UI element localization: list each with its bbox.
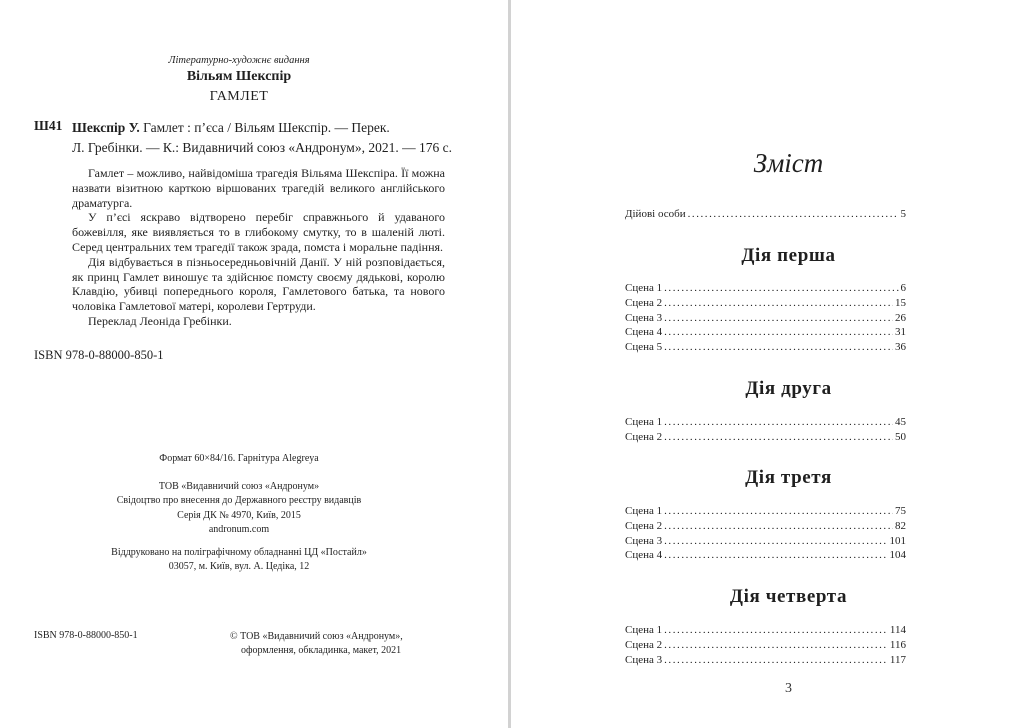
toc-entry[interactable] <box>625 340 906 355</box>
toc-entry-label: Сцена 1 <box>625 624 663 636</box>
toc-entry[interactable] <box>625 504 906 519</box>
biblio-line-2: Л. Гребінки. — К.: Видавничий союз «Андронум», 2021. — 176 с. <box>72 140 452 155</box>
toc-entry-label: Сцена 3 <box>625 534 663 547</box>
dot-leader <box>664 504 893 519</box>
dot-leader <box>664 311 893 326</box>
bibliographic-record <box>72 118 452 158</box>
act-heading: Дія третя <box>745 467 832 488</box>
biblio-author: Шекспір У. <box>72 120 140 135</box>
dot-leader <box>664 415 893 430</box>
toc-entry-page: 114 <box>889 624 906 636</box>
annotation-paragraph: Дія відбувається в пізньосередньовічній Данії. У ній розповідається, як принц Гамлет виношує та здійснює помсту своєму дядькові, королю Клавдію, убивці попереднього короля, Гамлетового батька, та нового чоловіка Гамлетової матері, королеви Гертруди. <box>72 254 445 314</box>
dot-leader <box>664 548 887 563</box>
dot-leader <box>664 534 887 549</box>
toc-entry-page: 104 <box>889 549 906 562</box>
toc-entry[interactable] <box>625 207 906 222</box>
act-scenes <box>625 415 906 445</box>
toc-entry-page: 75 <box>895 505 906 517</box>
act-heading: Дія перша <box>741 245 836 266</box>
copyright <box>230 630 403 659</box>
toc-entry-label: Сцена 2 <box>625 638 663 651</box>
dot-leader <box>664 296 893 311</box>
publisher-line: Свідоцтво про внесення до Державного реєстру видавців <box>116 495 362 507</box>
isbn-footer: ISBN 978-0-88000-850-1 <box>34 630 138 641</box>
dot-leader <box>664 653 888 668</box>
toc-entry[interactable] <box>625 653 906 668</box>
annotation <box>72 166 445 329</box>
toc-title: Зміст <box>753 148 824 178</box>
toc-entry-page: 31 <box>895 326 906 339</box>
copyright-line-2: оформлення, обкладинка, макет, 2021 <box>241 645 402 657</box>
toc-entry-page: 82 <box>895 519 906 532</box>
copyright-line-1: © ТОВ «Видавничий союз «Андронум», <box>230 631 403 642</box>
isbn: ISBN 978-0-88000-850-1 <box>34 348 164 362</box>
toc-entry-label: Сцена 3 <box>625 653 663 666</box>
dot-leader <box>688 207 899 222</box>
annotation-paragraph: Гамлет – можливо, найвідоміша трагедія Вільяма Шекспіра. Її можна назвати візитною карткою віршованих трагедій великого англійського драматурга. <box>72 166 445 210</box>
toc-entry[interactable] <box>625 534 906 549</box>
dot-leader <box>664 430 893 445</box>
toc-entry[interactable] <box>625 311 906 326</box>
toc-entry-label: Сцена 1 <box>625 282 663 294</box>
series-label: Літературно-художнє видання <box>168 55 310 66</box>
toc-entry[interactable] <box>625 325 906 340</box>
toc-entry[interactable] <box>625 548 906 563</box>
toc-entry-label: Сцена 2 <box>625 296 663 309</box>
toc-entry-page: 50 <box>895 430 906 443</box>
toc-entry[interactable] <box>625 281 906 296</box>
toc-entry-label: Сцена 1 <box>625 416 663 428</box>
toc-entry-page: 6 <box>900 282 906 294</box>
toc-entry-page: 15 <box>895 296 906 309</box>
dot-leader <box>664 519 893 534</box>
toc-entry-label: Сцена 4 <box>625 549 663 562</box>
toc-entry-label: Дійові особи <box>625 208 686 220</box>
toc-characters <box>625 207 906 222</box>
toc-entry-page: 101 <box>889 534 906 547</box>
toc-entry-label: Сцена 5 <box>625 341 663 354</box>
toc-entry-label: Сцена 4 <box>625 326 663 339</box>
publisher-info <box>0 480 478 538</box>
toc-entry-page: 36 <box>895 341 906 354</box>
printer-line: 03057, м. Київ, вул. А. Цедіка, 12 <box>168 561 310 573</box>
toc-entry-label: Сцена 3 <box>625 311 663 324</box>
act-scenes <box>625 504 906 563</box>
page-number: 3 <box>785 681 792 696</box>
toc-entry[interactable] <box>625 430 906 445</box>
toc-entry-page: 45 <box>895 416 906 428</box>
publisher-line: andronum.com <box>208 524 270 536</box>
publisher-line: ТОВ «Видавничий союз «Андронум» <box>158 481 320 492</box>
dot-leader <box>664 281 898 296</box>
toc-entry-page: 116 <box>889 638 906 651</box>
annotation-paragraph: У п’єсі яскраво відтворено перебіг справжнього й удаваного божевілля, яке виявляється то в глибокому смутку, то в шаленій люті. Серед центральних тем трагедії також зрада, помста і моральне падіння. <box>72 210 445 254</box>
toc-entry-page: 5 <box>900 208 906 220</box>
toc-entry-label: Сцена 2 <box>625 519 663 532</box>
dot-leader <box>664 638 888 653</box>
dot-leader <box>664 340 893 355</box>
toc-entry-label: Сцена 1 <box>625 505 663 517</box>
publisher-line: Серія ДК № 4970, Київ, 2015 <box>177 509 301 521</box>
toc-entry[interactable] <box>625 638 906 653</box>
dot-leader <box>664 623 888 638</box>
act-heading: Дія друга <box>745 378 832 399</box>
toc-entry[interactable] <box>625 415 906 430</box>
act-scenes <box>625 623 906 667</box>
act-heading: Дія четверта <box>729 586 848 607</box>
biblio-line-1: Гамлет : п’єса / Вільям Шекспір. — Перек. <box>143 120 390 135</box>
toc-entry[interactable] <box>625 623 906 638</box>
toc-entry-page: 26 <box>895 311 906 324</box>
toc-entry[interactable] <box>625 519 906 534</box>
toc-entry[interactable] <box>625 296 906 311</box>
annotation-paragraph: Переклад Леоніда Гребінки. <box>88 313 232 328</box>
book-title: ГАМЛЕТ <box>209 89 269 104</box>
udc-code: Ш41 <box>34 118 63 133</box>
act-scenes <box>625 281 906 355</box>
book-author: Вільям Шекспір <box>186 69 292 84</box>
toc-entry-page: 117 <box>889 653 906 666</box>
printer-info <box>0 546 478 575</box>
printer-line: Віддруковано на поліграфічному обладнанні ЦД «Постайл» <box>111 547 367 558</box>
toc-entry-label: Сцена 2 <box>625 430 663 443</box>
format-line: Формат 60×84/16. Гарнітура Alegreya <box>159 453 319 464</box>
right-page <box>511 0 1016 728</box>
dot-leader <box>664 325 893 340</box>
